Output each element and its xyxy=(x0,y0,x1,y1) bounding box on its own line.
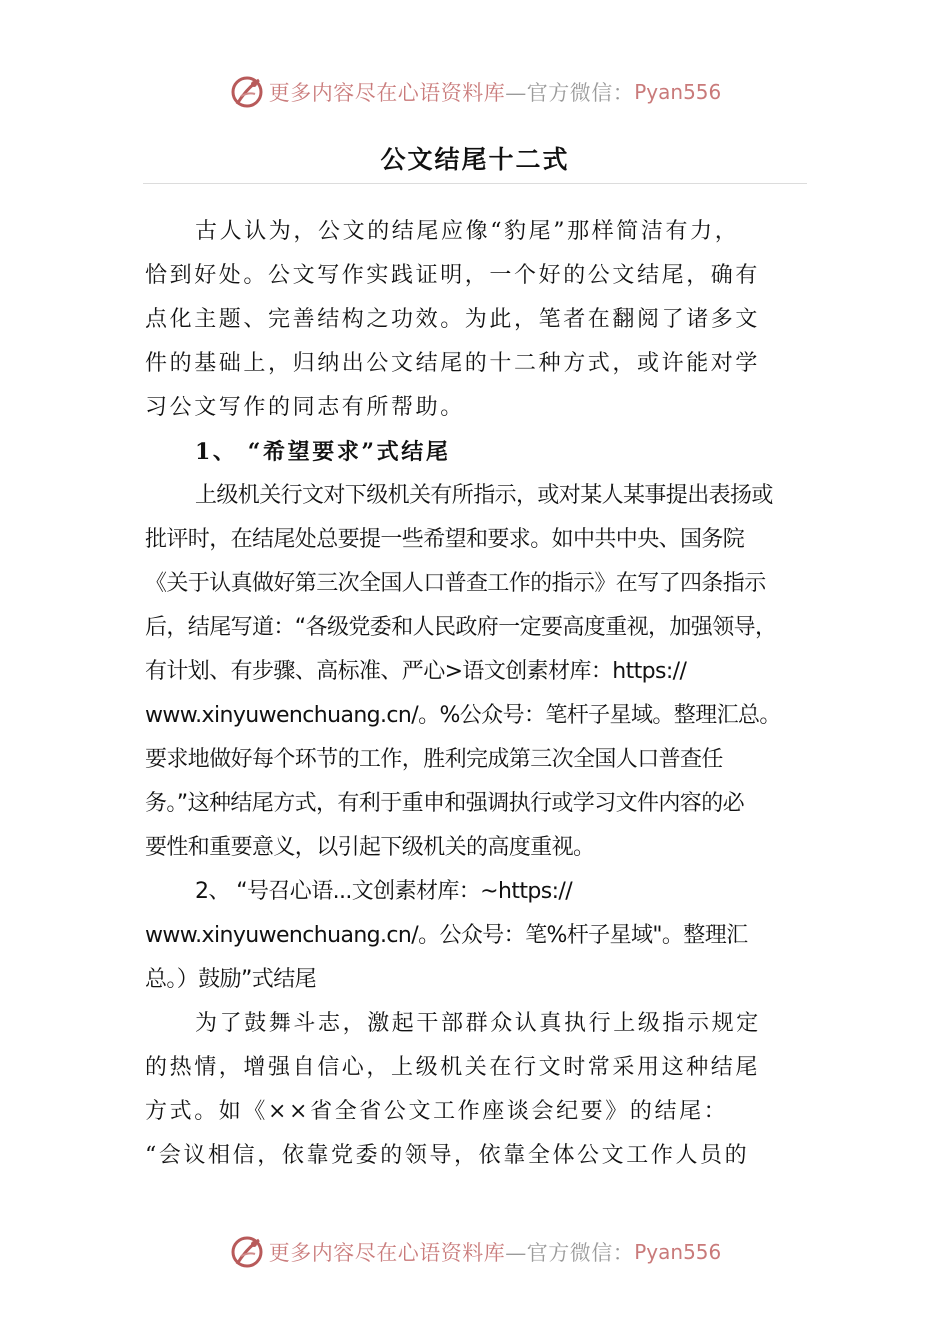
paragraph-line: www.xinyuwenchuang.cn/。%公众号：笔杆子星域。整理汇总。 xyxy=(145,703,781,728)
section-heading-2: 2、 “号召心语...文创素材库：~https:// xyxy=(195,879,573,904)
paragraph-line: 总。）鼓励”式结尾 xyxy=(145,967,316,992)
paragraph-line: 古人认为，公文的结尾应像“豹尾”那样简洁有力， xyxy=(195,219,740,244)
banner-text-wechat: —官方微信： xyxy=(505,81,635,105)
paragraph-line: 批评时，在结尾处总要提一些希望和要求。如中共中央、国务院 xyxy=(145,527,745,552)
paragraph-line: 方式。如《××省全省公文工作座谈会纪要》的结尾： xyxy=(145,1099,729,1124)
paragraph-line: “会议相信，依靠党委的领导，依靠全体公文工作人员的 xyxy=(145,1143,750,1168)
logo-icon xyxy=(229,1234,265,1270)
logo-icon xyxy=(229,74,265,110)
paragraph-line: 有计划、有步骤、高标准、严心>语文创素材库：https:// xyxy=(145,659,687,684)
banner-text-wechat: —官方微信： xyxy=(505,1241,635,1265)
paragraph-line: 《关于认真做好第三次全国人口普查工作的指示》在写了四条指示 xyxy=(145,571,766,596)
watermark-banner-top xyxy=(0,72,950,112)
paragraph-line: 的热情，增强自信心，上级机关在行文时常采用这种结尾 xyxy=(145,1055,761,1080)
section-heading-1: 1、 “希望要求”式结尾 xyxy=(195,439,451,465)
banner-text-id: Pyan556 xyxy=(634,80,722,104)
document-title: 公文结尾十二式 xyxy=(380,145,570,174)
paragraph-line: 后，结尾写道：“各级党委和人民政府一定要高度重视，加强领导， xyxy=(145,615,777,640)
watermark-banner-bottom xyxy=(0,1232,950,1272)
paragraph-line: 要求地做好每个环节的工作，胜利完成第三次全国人口普查任 xyxy=(145,747,723,772)
paragraph-line: 件的基础上，归纳出公文结尾的十二种方式，或许能对学 xyxy=(145,351,761,376)
banner-text-id: Pyan556 xyxy=(634,1240,722,1264)
paragraph-line: 务。”这种结尾方式，有利于重申和强调执行或学习文件内容的必 xyxy=(145,791,744,816)
paragraph-line: 为了鼓舞斗志，激起干部群众认真执行上级指示规定 xyxy=(195,1011,761,1036)
title-divider xyxy=(143,183,807,184)
banner-text-brand: 更多内容尽在心语资料库 xyxy=(268,1241,506,1265)
paragraph-line: 点化主题、完善结构之功效。为此，笔者在翻阅了诸多文 xyxy=(145,307,761,332)
banner-text-brand: 更多内容尽在心语资料库 xyxy=(268,81,506,105)
paragraph-line: 上级机关行文对下级机关有所指示，或对某人某事提出表扬或 xyxy=(195,483,773,508)
paragraph-line: 要性和重要意义，以引起下级机关的高度重视。 xyxy=(145,835,595,860)
paragraph-line: 恰到好处。公文写作实践证明，一个好的公文结尾，确有 xyxy=(145,263,761,288)
paragraph-line: www.xinyuwenchuang.cn/。公众号：笔%杆子星域"。整理汇 xyxy=(145,923,748,948)
paragraph-line: 习公文写作的同志有所帮助。 xyxy=(145,395,465,420)
